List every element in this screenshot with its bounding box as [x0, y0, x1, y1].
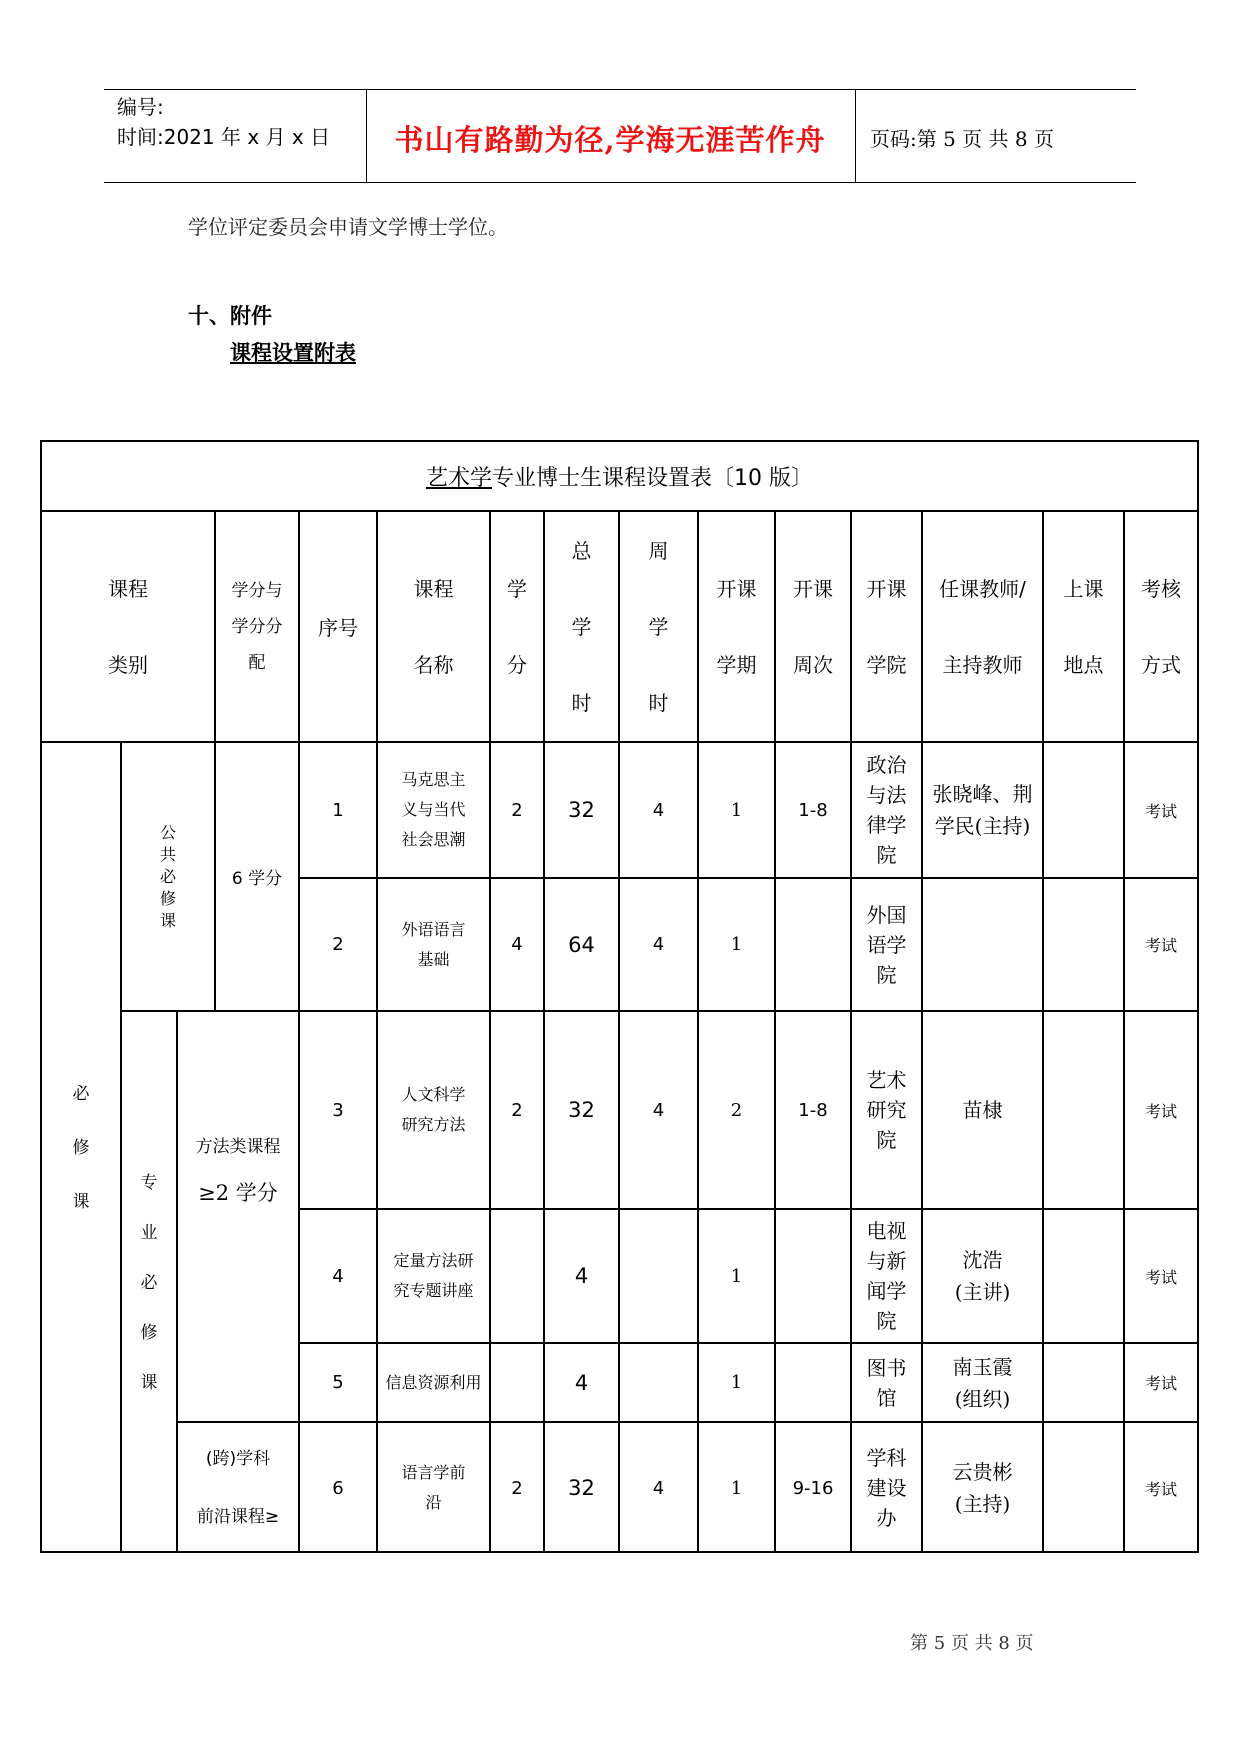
cell-term-value: 1 [730, 1265, 743, 1287]
cell-teacher [923, 743, 1042, 877]
cell-credit-value: 4 [511, 934, 523, 955]
cell-teacher [923, 1344, 1042, 1421]
body-paragraph: 学位评定委员会申请文学博士学位。 [188, 215, 508, 239]
cell-term-value: 2 [730, 1099, 743, 1121]
cell-credit [491, 1012, 543, 1208]
group-public-credit: 6 学分 [231, 869, 283, 889]
cell-credit-value: 2 [511, 799, 523, 821]
cell-weekly-value: 4 [652, 934, 665, 955]
group-major-char: 课 [140, 1372, 158, 1393]
cell-college-line: 馆 [876, 1385, 897, 1410]
th-credit [491, 512, 543, 741]
th-category-1: 课程 [108, 576, 148, 601]
th-exam [1125, 512, 1197, 741]
group-required-char: 课 [72, 1192, 90, 1212]
cell-college-line: 语学 [866, 932, 907, 957]
th-place-2: 地点 [1063, 652, 1104, 677]
cell-weeks-value: 9-16 [792, 1477, 834, 1499]
cell-hours-value: 32 [568, 1476, 595, 1500]
cell-exam-value: 考试 [1144, 1479, 1177, 1499]
group-major-char: 专 [140, 1172, 158, 1193]
cell-credit [491, 1423, 543, 1553]
cell-college-line: 图书 [866, 1355, 907, 1380]
doc-number-label: 编号: [117, 95, 164, 119]
cell-weeks [776, 1012, 850, 1208]
cell-seq [300, 743, 376, 877]
group-major-char: 业 [140, 1222, 158, 1243]
group-public-char: 课 [159, 910, 176, 930]
cell-college-line: 院 [876, 962, 897, 987]
th-place-1: 上课 [1063, 576, 1104, 601]
group-public-required [122, 743, 214, 1010]
cell-teacher-line: 沈浩 [962, 1248, 1003, 1272]
header-divider-right [855, 90, 856, 183]
cell-place [1044, 743, 1123, 877]
cell-hours-value: 32 [568, 798, 595, 822]
cell-weekly-value: 4 [652, 1099, 665, 1121]
cell-college [852, 743, 921, 877]
th-weeks-2: 周次 [793, 652, 833, 677]
cell-name-line: 社会思潮 [401, 830, 466, 849]
th-teacher [923, 512, 1042, 741]
cell-name [378, 743, 489, 877]
cell-hours-value: 64 [568, 932, 595, 957]
group-required-char: 修 [72, 1138, 90, 1158]
group-frontier-courses [178, 1423, 298, 1553]
th-teacher-2: 主持教师 [942, 652, 1023, 677]
th-category [42, 512, 214, 741]
cell-term [699, 879, 774, 1010]
cell-seq [300, 1210, 376, 1342]
cell-college [852, 879, 921, 1010]
th-college [852, 512, 921, 741]
cell-exam [1125, 879, 1197, 1010]
cell-exam-value: 考试 [1144, 1267, 1177, 1287]
th-name-2: 名称 [413, 652, 454, 677]
cell-college-line: 与法 [866, 783, 907, 807]
table-title-rest: 专业博士生课程设置表〔10 版〕 [492, 465, 813, 491]
th-exam-1: 考核 [1141, 576, 1181, 601]
cell-hours-value: 4 [574, 1370, 589, 1395]
cell-term [699, 1210, 774, 1342]
cell-name-line: 外语语言 [401, 919, 466, 939]
cell-seq [300, 1012, 376, 1208]
group-major-char: 必 [140, 1272, 158, 1293]
cell-name-line: 语言学前 [401, 1463, 466, 1482]
cell-teacher-line: 云贵彬 [952, 1460, 1013, 1484]
cell-college-line: 闻学 [866, 1279, 907, 1303]
cell-seq-value: 1 [332, 799, 344, 821]
cell-college-line: 政治 [866, 753, 907, 777]
cell-teacher-line: 张晓峰、荆 [932, 782, 1033, 806]
cell-seq [300, 1423, 376, 1553]
cell-college-line: 艺术 [866, 1068, 907, 1092]
cell-teacher-line: 学民(主持) [934, 814, 1031, 838]
group-method-credit: ≥2 学分 [198, 1181, 278, 1205]
cell-weekly [620, 1012, 697, 1208]
header-motto: 书山有路勤为径,学海无涯苦作舟 [394, 123, 826, 157]
cell-hours [545, 1012, 618, 1208]
cell-weekly [620, 743, 697, 877]
cell-seq [300, 1344, 376, 1421]
header-meta [117, 92, 330, 152]
cell-place [1044, 879, 1123, 1010]
th-weekly-hours [620, 512, 697, 741]
cell-seq-value: 4 [332, 1265, 344, 1287]
cell-teacher-line: (主讲) [954, 1280, 1011, 1304]
cell-college-line: 与新 [866, 1249, 907, 1273]
cell-place [1044, 1344, 1123, 1421]
cell-weeks [776, 1423, 850, 1553]
cell-college-line: 院 [876, 1309, 897, 1333]
group-required-char: 必 [72, 1084, 90, 1104]
cell-exam [1125, 1012, 1197, 1208]
cell-term-value: 1 [730, 1477, 743, 1499]
group-public-char: 必 [159, 866, 176, 886]
th-category-2: 类别 [108, 652, 148, 677]
cell-seq-value: 5 [332, 1372, 344, 1393]
cell-college-line: 律学 [866, 813, 907, 837]
cell-weekly-value: 4 [652, 799, 665, 821]
group-method-courses [178, 1012, 298, 1421]
cell-name [378, 1344, 489, 1421]
cell-credit-value: 2 [511, 1477, 523, 1499]
cell-term-value: 1 [730, 934, 743, 955]
section-subheading: 课程设置附表 [230, 341, 356, 365]
cell-teacher [923, 879, 1042, 1010]
cell-name-line: 人文科学 [401, 1085, 466, 1104]
th-credit-allocation [216, 512, 298, 741]
cell-college-line: 建设 [866, 1476, 907, 1500]
th-credit-a: 学 [507, 576, 527, 601]
cell-teacher [923, 1210, 1042, 1342]
th-total-a: 总 [571, 538, 592, 563]
cell-weekly-value: 4 [652, 1477, 665, 1499]
cell-hours-value: 4 [574, 1264, 589, 1288]
cell-weekly [620, 1423, 697, 1553]
cell-exam [1125, 743, 1197, 877]
cell-exam-value: 考试 [1144, 1374, 1177, 1393]
cell-credit-value: 2 [511, 1099, 523, 1121]
cell-college [852, 1012, 921, 1208]
group-major-char: 修 [140, 1322, 158, 1343]
cell-college-line: 外国 [866, 902, 907, 927]
cell-hours-value: 32 [568, 1098, 595, 1122]
group-required [42, 743, 120, 1553]
cell-term [699, 1423, 774, 1553]
cell-weekly [620, 879, 697, 1010]
th-term-1: 开课 [716, 576, 757, 601]
group-major-required [122, 1012, 176, 1553]
th-credit-1: 学分与 [231, 580, 283, 601]
th-place [1044, 512, 1123, 741]
cell-name-line: 沿 [425, 1493, 442, 1512]
cell-place [1044, 1012, 1123, 1208]
cell-teacher [923, 1423, 1042, 1553]
cell-weeks [776, 743, 850, 877]
section-heading: 十、附件 [188, 304, 272, 328]
th-week-a: 周 [648, 538, 669, 563]
cell-weeks-value: 1-8 [798, 1099, 828, 1121]
th-college-2: 学院 [866, 652, 907, 677]
th-term [699, 512, 774, 741]
cell-name-line: 定量方法研 [393, 1251, 474, 1270]
cell-college-line: 办 [876, 1506, 897, 1530]
cell-college-line: 学科 [866, 1446, 907, 1470]
th-exam-2: 方式 [1141, 652, 1181, 677]
header-divider-left [366, 90, 367, 183]
cell-weeks [776, 1344, 850, 1421]
cell-seq-value: 2 [332, 934, 344, 955]
cell-college [852, 1210, 921, 1342]
cell-weekly [620, 1344, 697, 1421]
cell-credit [491, 1210, 543, 1342]
cell-credit [491, 743, 543, 877]
cell-exam [1125, 1423, 1197, 1553]
cell-place [1044, 1423, 1123, 1553]
th-seq: 序号 [318, 616, 358, 640]
cell-seq-value: 3 [332, 1099, 344, 1121]
cell-college-line: 院 [876, 843, 897, 867]
cell-exam-value: 考试 [1144, 936, 1177, 955]
cell-name-line: 义与当代 [401, 800, 466, 819]
group-public-char: 修 [159, 888, 176, 908]
cell-name [378, 879, 489, 1010]
cell-exam [1125, 1344, 1197, 1421]
cell-name [378, 1012, 489, 1208]
cell-teacher-line: 苗棣 [962, 1098, 1003, 1122]
cell-hours [545, 1210, 618, 1342]
cell-name-line: 信息资源利用 [385, 1372, 482, 1392]
th-credit-2: 学分分 [231, 616, 283, 637]
cell-hours [545, 1423, 618, 1553]
th-week-b: 学 [648, 614, 669, 639]
header-bottom-rule [104, 182, 1136, 183]
table-title-prefix: 艺术学 [425, 465, 492, 491]
cell-weeks [776, 879, 850, 1010]
th-total-hours [545, 512, 618, 741]
group-public-char: 共 [159, 844, 176, 864]
cell-teacher-line: 南玉霞 [952, 1354, 1013, 1379]
cell-name [378, 1210, 489, 1342]
th-weeks [776, 512, 850, 741]
cell-hours [545, 743, 618, 877]
th-total-b: 学 [571, 614, 592, 639]
cell-college [852, 1423, 921, 1553]
cell-college-line: 电视 [866, 1219, 907, 1243]
th-college-1: 开课 [866, 576, 907, 601]
cell-name-line: 究专题讲座 [393, 1281, 474, 1300]
cell-term-value: 1 [730, 1372, 743, 1393]
cell-college-line: 研究 [866, 1098, 907, 1122]
cell-college-line: 院 [876, 1128, 897, 1152]
cell-term [699, 1344, 774, 1421]
cell-name [378, 1423, 489, 1553]
header-page-number: 页码:第 5 页 共 8 页 [870, 127, 1054, 151]
cell-weekly [620, 1210, 697, 1342]
cell-name-line: 研究方法 [401, 1115, 466, 1134]
th-credit-b: 分 [507, 652, 527, 677]
cell-credit [491, 1344, 543, 1421]
group-frontier-1: (跨)学科 [205, 1449, 271, 1469]
th-teacher-1: 任课教师/ [939, 576, 1026, 601]
cell-term-value: 1 [730, 799, 743, 821]
th-total-c: 时 [571, 690, 592, 715]
group-frontier-2: 前沿课程≥ [196, 1507, 280, 1527]
cell-college [852, 1344, 921, 1421]
group-public-char: 公 [159, 822, 176, 842]
cell-hours [545, 879, 618, 1010]
page-footer: 第 5 页 共 8 页 [910, 1633, 1034, 1654]
cell-teacher [923, 1012, 1042, 1208]
cell-exam-value: 考试 [1144, 1101, 1177, 1121]
th-week-c: 时 [648, 690, 669, 715]
cell-seq-value: 6 [332, 1477, 344, 1499]
cell-weeks [776, 1210, 850, 1342]
cell-hours [545, 1344, 618, 1421]
cell-exam [1125, 1210, 1197, 1342]
cell-teacher-line: (组织) [954, 1386, 1011, 1411]
group-method-label: 方法类课程 [195, 1137, 281, 1157]
th-course-name [378, 512, 489, 741]
th-weeks-1: 开课 [793, 576, 833, 601]
cell-term [699, 743, 774, 877]
th-name-1: 课程 [413, 576, 454, 601]
cell-credit [491, 879, 543, 1010]
doc-time-label: 时间:2021 年 x 月 x 日 [117, 125, 331, 149]
cell-place [1044, 1210, 1123, 1342]
cell-name-line: 基础 [417, 949, 450, 969]
table-title [42, 442, 1197, 510]
course-table [40, 440, 1199, 1553]
cell-teacher-line: (主持) [954, 1492, 1011, 1516]
cell-seq [300, 879, 376, 1010]
cell-exam-value: 考试 [1144, 801, 1177, 821]
cell-weeks-value: 1-8 [798, 799, 828, 821]
cell-name-line: 马克思主 [401, 770, 466, 789]
header-top-rule [104, 89, 1136, 90]
th-credit-3: 配 [248, 652, 266, 673]
cell-term [699, 1012, 774, 1208]
th-term-2: 学期 [716, 652, 757, 677]
